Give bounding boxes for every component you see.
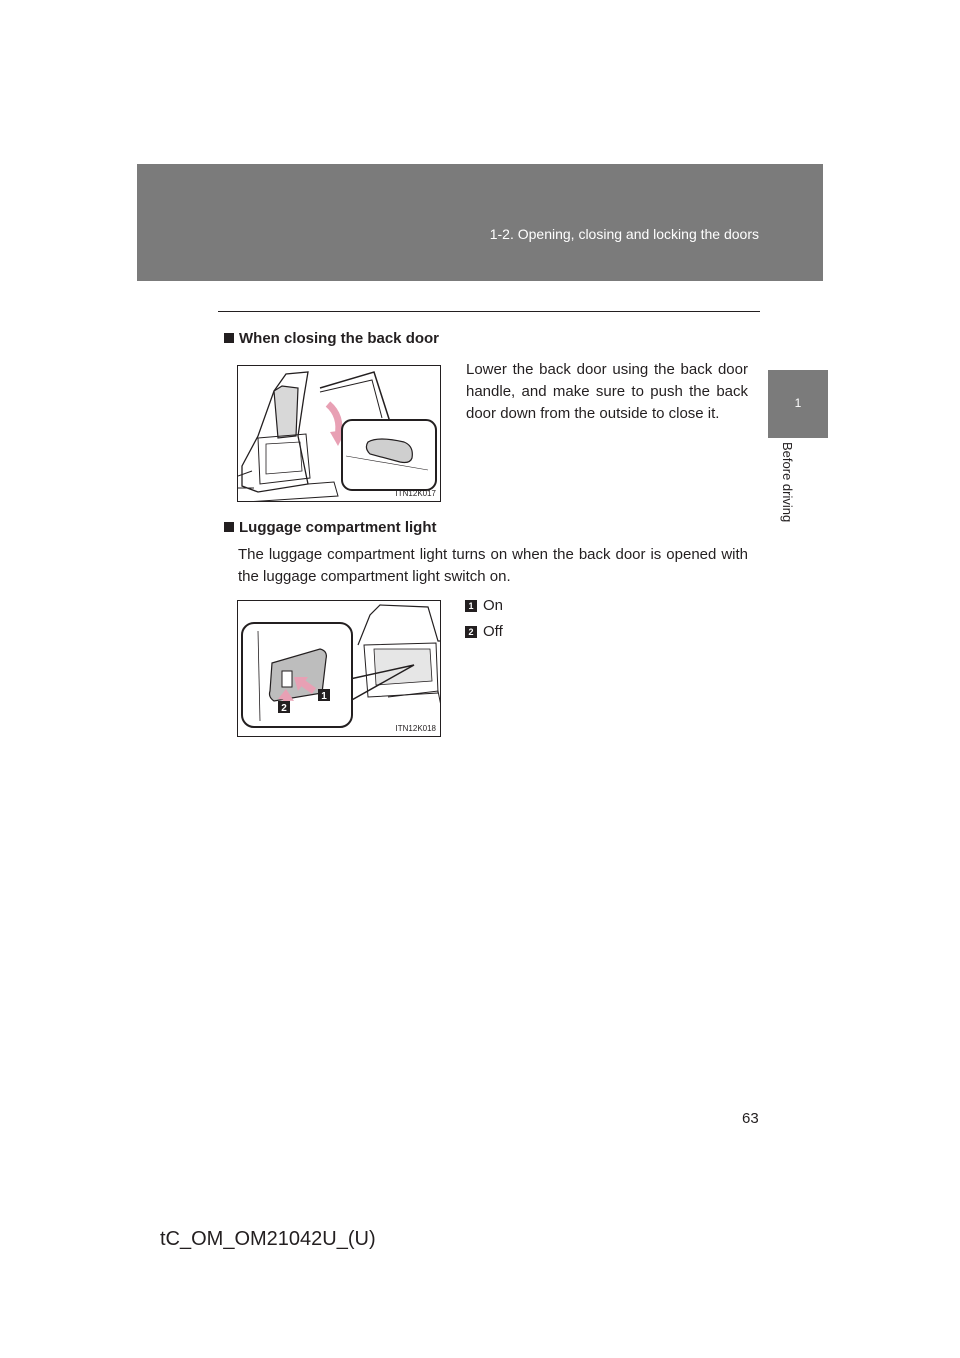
square-bullet-icon — [224, 522, 234, 532]
page-number: 63 — [742, 1110, 759, 1127]
figure-code: ITN12K018 — [395, 724, 436, 733]
legend-label: On — [483, 597, 504, 614]
footer-document-code: tC_OM_OM21042U_(U) — [160, 1228, 376, 1250]
chapter-number: 1 — [794, 396, 802, 410]
back-door-illustration — [238, 366, 441, 502]
figure-luggage-light — [237, 600, 441, 737]
heading-luggage-light: Luggage compartment light — [224, 519, 437, 536]
legend-label: Off — [483, 623, 503, 640]
chapter-label: Before driving — [780, 442, 795, 523]
legend-item-on — [465, 597, 503, 614]
square-bullet-icon — [224, 333, 234, 343]
heading-closing-back-door: When closing the back door — [224, 330, 439, 347]
luggage-light-description: The luggage compartment light turns on when the back door is opened with the luggage compartment light switch on. — [238, 546, 748, 585]
chapter-tab — [768, 370, 828, 438]
number-badge: 1 — [465, 600, 477, 612]
callout-1: 1 — [321, 691, 327, 702]
figure-back-door — [237, 365, 441, 502]
header-band — [137, 164, 823, 281]
luggage-light-illustration — [238, 601, 441, 737]
legend-item-off — [465, 623, 503, 640]
section-title: 1-2. Opening, closing and locking the doors — [489, 226, 759, 242]
figure-code: ITN12K017 — [395, 489, 436, 498]
closing-instructions: Lower the back door using the back door handle, and make sure to push the back door down from the outside to close it. — [466, 361, 748, 422]
callout-2: 2 — [281, 703, 287, 714]
top-rule — [218, 311, 760, 312]
number-badge: 2 — [465, 626, 477, 638]
